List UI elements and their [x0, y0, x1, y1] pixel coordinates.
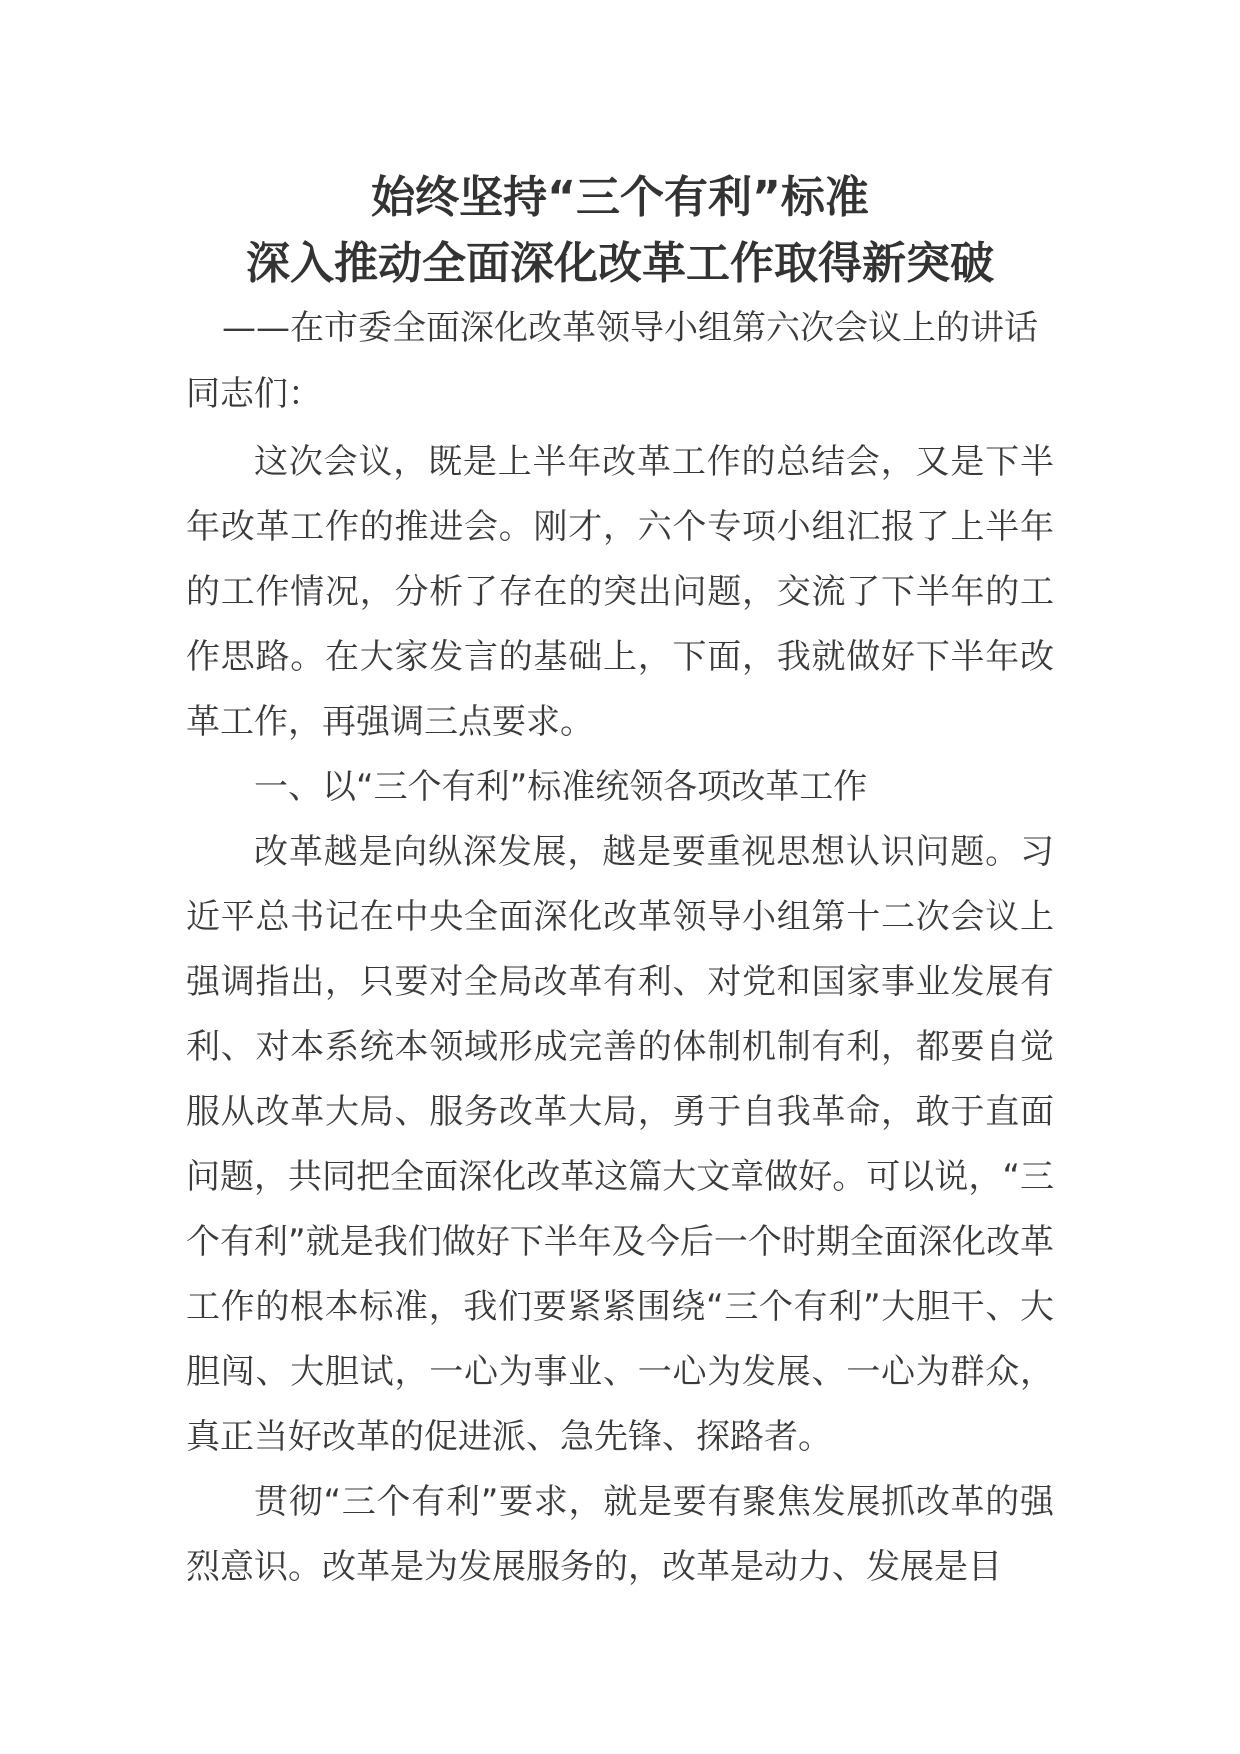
- document-title-line-2: 深入推动全面深化改革工作取得新突破: [246, 238, 994, 289]
- document-subtitle: ——在市委全面深化改革领导小组第六次会议上的讲话: [222, 308, 1038, 348]
- section-heading-1: 一、以“三个有利”标准统领各项改革工作: [254, 767, 868, 807]
- paragraph-section-1a: 改革越是向纵深发展，越是要重视思想认识问题。习近平总书记在中央全面深化改革领导小组第十二次会议上强调指出，只要对全局改革有利、对党和国家事业发展有利、对本系统本领域形成完善的体制机制有利，都要自觉服从改革大局、服务改革大局，勇于自我革命，敢于直面问题，共同把全面深化改革这篇大文章做好。可以说，“三个有利”就是我们做好下半年及今后一个时期全面深化改革工作的根本标准，我们要紧紧围绕“三个有利”大胆干、大胆闯、大胆试，一心为事业、一心为发展、一心为群众，真正当好改革的促进派、急先锋、探路者。: [186, 832, 1054, 1457]
- document-body: [186, 430, 1054, 1600]
- salutation: 同志们：: [186, 374, 322, 414]
- document-title-line-1: 始终坚持“三个有利”标准: [371, 172, 869, 223]
- paragraph-section-1b: 贯彻“三个有利”要求，就是要有聚焦发展抓改革的强烈意识。改革是为发展服务的，改革是动力、发展是目: [186, 1482, 1054, 1587]
- paragraph-intro: 这次会议，既是上半年改革工作的总结会，又是下半年改革工作的推进会。刚才，六个专项小组汇报了上半年的工作情况，分析了存在的突出问题，交流了下半年的工作思路。在大家发言的基础上，下面，我就做好下半年改革工作，再强调三点要求。: [186, 442, 1054, 742]
